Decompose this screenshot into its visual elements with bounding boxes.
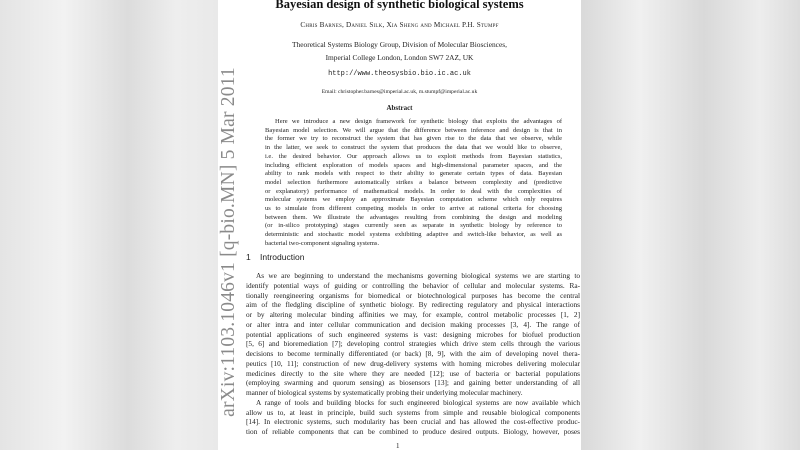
section-title: Introduction [260,252,305,262]
paper-title: Bayesian design of synthetic biological systems [275,0,524,11]
text-line: peutics [10, 11]; construction of new drug-delivery systems with homing microbes delivering molecular [246,358,580,368]
website-url[interactable]: http://www.theosysbio.bio.ic.ac.uk [328,70,471,78]
text-line: medicines directly to the site where they are needed [12]; use of bacteria or bacterial populations [246,368,580,378]
email-line: Email: christopher.barnes@imperial.ac.uk, m.stumpf@imperial.ac.uk [321,89,478,95]
text-line: (or in-silico prototyping) stages currently seen as separate in synthetic biology by reference to [265,222,562,230]
page-number: 1 [396,442,400,450]
arxiv-stamp: arXiv:1103.1046v1 [q-bio.MN] 5 Mar 2011 [218,67,239,417]
authors: Chris Barnes, Daniel Silk, Xia Sheng and Michael P.H. Stumpf [300,21,499,29]
text-line: us to simulate from different competing models in order to arrive at rational criteria for choosing [265,205,562,212]
text-line: bacterial two-component signaling systems. [265,239,380,247]
text-line: ability to rank models with respect to their ability to generate certain types of data. Bayesian [265,170,562,178]
text-line: the former we try to reconstruct the system that has given rise to the data that we observe, while [265,135,562,143]
abstract-heading: Abstract [386,104,413,112]
affiliation-line-2: Imperial College London, London SW7 2AZ, UK [325,53,474,62]
text-line: model selection furthermore automatically strikes a balance between complexity and (predictive [265,178,562,186]
text-line: or alter intra and inter cellular communication and decision making processes [3, 4]. The range of [246,319,580,329]
text-line: in the latter, we seek to construct the system that produces the data that we would like to observe, [265,144,562,152]
text-line: molecular systems we employ an approximate Bayesian computation scheme which only requires [265,196,562,204]
affiliation-line-1: Theoretical Systems Biology Group, Division of Molecular Biosciences, [292,40,507,49]
text-line: Bayesian model selection. We will argue that the difference between inference and design is that in [265,126,562,134]
text-line: tion of reliable components that can be combined to produce desired outputs. Biology, however, poses [246,427,580,436]
text-line: allow us to, at least in principle, build such systems from simple and reusable biological components [246,407,580,417]
text-line: A range of tools and building blocks for such engineered biological systems are now available which [256,397,580,407]
text-line: manner of biological systems by systematically probing their underlying molecular machinery. [246,388,523,397]
text-line: tionally reengineering organisms for biomedical or biotechnological purposes has become the central [246,290,580,300]
text-line: [5, 6] and bioremediation [7]; developing control strategies which drive stem cells through the various [246,339,580,349]
text-line: [14]. In electronic systems, such modularity has been crucial and has allowed the cost-effective produc- [246,417,580,427]
text-line: between them. We illustrate the advantages resulting from combining the design and modeling [265,213,562,221]
text-line: As we are beginning to understand the mechanisms governing biological systems we are starting to [256,271,580,280]
text-line: decisions to become terminally differentiated (or back) [8, 9], with the aim of developing novel thera- [246,349,580,358]
text-line: identify potential ways of guiding or controlling the behavior of cellular and molecular systems. Ra- [246,280,580,290]
text-line: aim of the fledgling discipline of synthetic biology. By redirecting regulatory and physical interactions [246,300,580,310]
text-line: potential applications of such engineered systems is vast: designing microbes for biofuel production [246,329,580,339]
text-line: deterministic and stochastic model systems exhibiting adaptive and switch-like behavior, as well as [265,231,562,239]
text-line: including efficient exploration of models spaces and high-dimensional parameter spaces, and the [265,161,562,169]
text-line: or by altering molecular binding affinities we may, for example, control metabolic processes [1, 2] [246,310,580,319]
text-line: i.e. the desired behavior. Our approach allows us to exploit methods from Bayesian statistics, [265,152,562,160]
text-line: Here we introduce a new design framework for synthetic biology that exploits the advantages of [275,118,562,125]
text-line: or explanatory) performance of mathematical models. In order to deal with the complexities of [265,187,562,195]
section-number: 1 [246,252,251,262]
text-line: (employing swarming and quorum sensing) as biosensors [13]; and gaining better understanding of all [246,378,580,388]
